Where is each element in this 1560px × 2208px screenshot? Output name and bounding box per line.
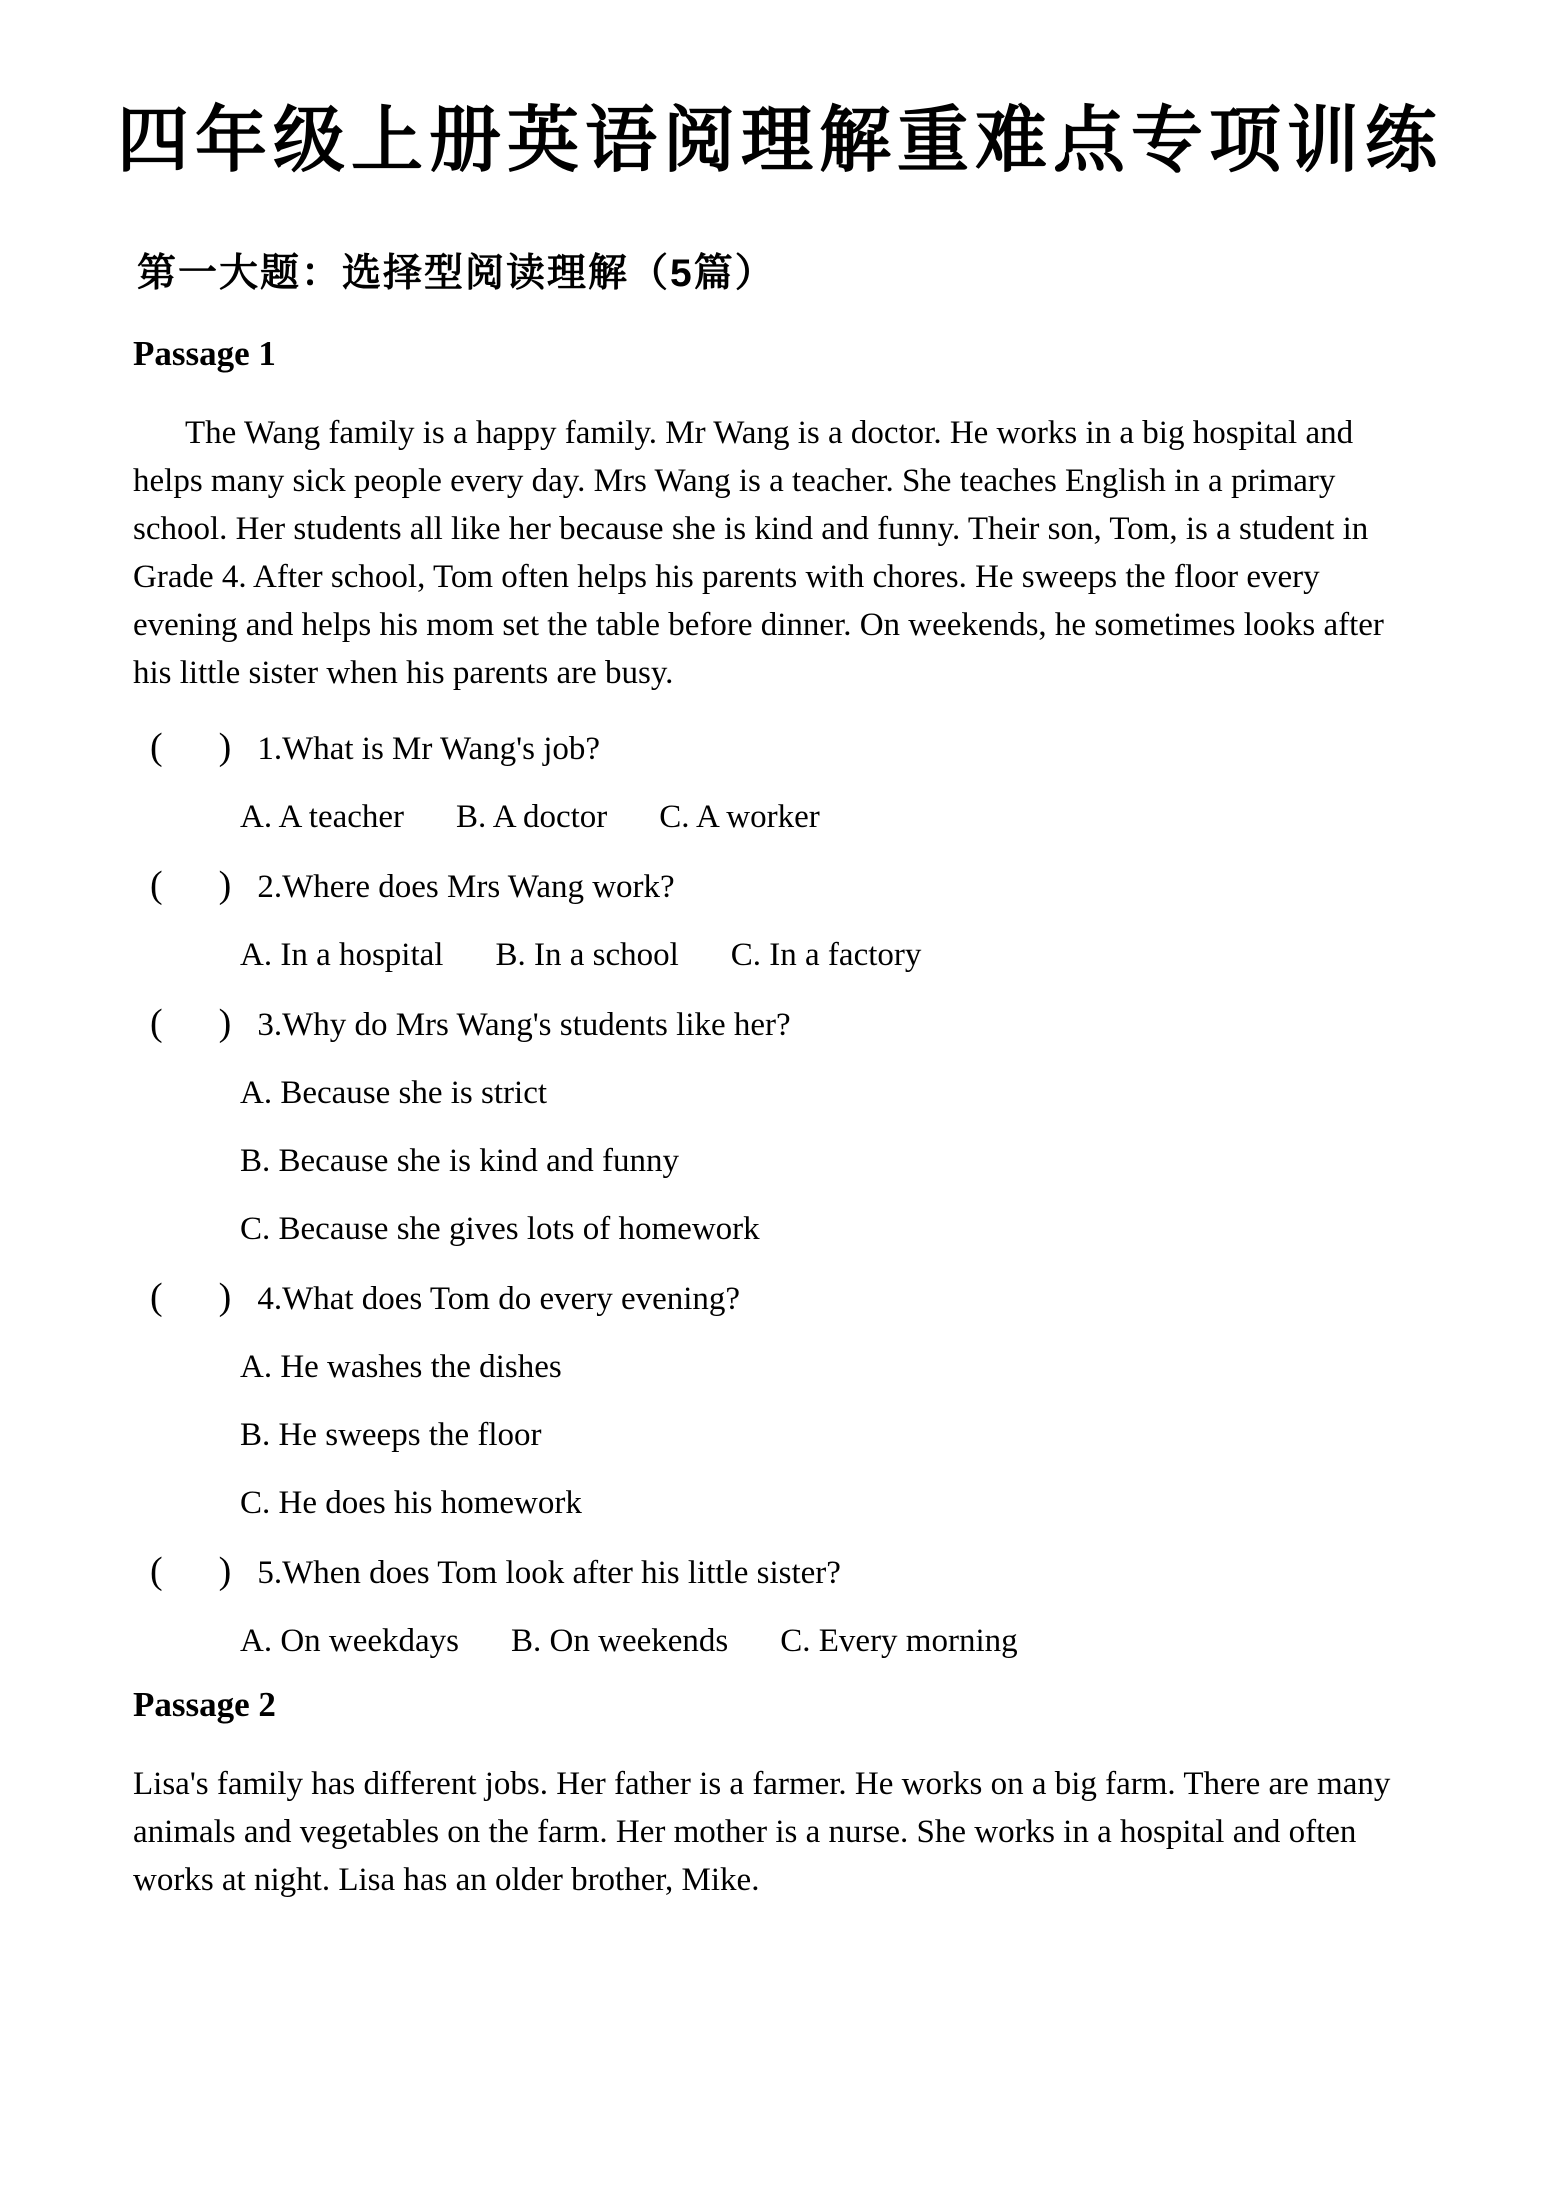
question-1-text: 1.What is Mr Wang's job? bbox=[257, 731, 601, 767]
passage-2-text: Lisa's family has different jobs. Her father is a farmer. He works on a big farm. There are many animals and vegetables on the farm. Her mother is a nurse. She works in a hospital and often works at night. Lisa has an older brother, Mike. bbox=[133, 1766, 1391, 1898]
question-5 bbox=[133, 1537, 1420, 1607]
answer-blank-open-paren: ( bbox=[150, 726, 163, 768]
answer-blank-close-paren: ) bbox=[218, 1002, 232, 1044]
answer-blank-open-paren: ( bbox=[150, 1002, 163, 1044]
question-2-option-b: B. In a school bbox=[495, 937, 679, 973]
page-title: 四年级上册英语阅理解重难点专项训练 bbox=[116, 101, 1443, 181]
page-content bbox=[133, 242, 1420, 1904]
passage-1-heading: Passage 1 bbox=[133, 334, 276, 373]
question-1-option-c: C. A worker bbox=[659, 799, 820, 835]
passage-1-text: The Wang family is a happy family. Mr Wang is a doctor. He works in a big hospital and helps many sick people every day. Mrs Wang is a teacher. She teaches English in a primary school. Her students all like her because she is kind and funny. Their son, Tom, is a student in Grade 4. After school, Tom often helps his parents with chores. He sweeps the floor every evening and helps his mom set the table before dinner. On weekends, he sometimes looks after his little sister when his parents are busy. bbox=[133, 415, 1384, 691]
question-3-option-b: B. Because she is kind and funny bbox=[240, 1143, 680, 1179]
answer-blank-close-paren: ) bbox=[218, 864, 232, 906]
question-3-option-c: C. Because she gives lots of homework bbox=[240, 1211, 760, 1247]
answer-blank-open-paren: ( bbox=[150, 1276, 163, 1318]
answer-blank-close-paren: ) bbox=[218, 1550, 232, 1592]
question-4 bbox=[133, 1263, 1420, 1333]
question-5-text: 5.When does Tom look after his little sister? bbox=[257, 1555, 841, 1591]
question-1-options bbox=[133, 783, 1420, 851]
question-5-option-c: C. Every morning bbox=[780, 1623, 1018, 1659]
question-1-option-a: A. A teacher bbox=[240, 799, 405, 835]
answer-blank-open-paren: ( bbox=[150, 864, 163, 906]
question-2-options bbox=[133, 921, 1420, 989]
question-2-option-c: C. In a factory bbox=[730, 937, 922, 973]
question-1-option-b: B. A doctor bbox=[456, 799, 608, 835]
passage-1-questions bbox=[133, 713, 1420, 1675]
question-4-text: 4.What does Tom do every evening? bbox=[257, 1281, 741, 1317]
question-3-text: 3.Why do Mrs Wang's students like her? bbox=[257, 1007, 791, 1043]
answer-blank-close-paren: ) bbox=[218, 726, 232, 768]
section-heading: 第一大题：选择型阅读理解（5篇） bbox=[137, 252, 776, 295]
question-3 bbox=[133, 989, 1420, 1059]
question-5-options bbox=[133, 1607, 1420, 1675]
question-2-text: 2.Where does Mrs Wang work? bbox=[257, 869, 675, 905]
question-5-option-b: B. On weekends bbox=[511, 1623, 729, 1659]
question-2-option-a: A. In a hospital bbox=[240, 937, 444, 973]
passage-2-heading: Passage 2 bbox=[133, 1685, 276, 1724]
question-5-option-a: A. On weekdays bbox=[240, 1623, 460, 1659]
answer-blank-close-paren: ) bbox=[218, 1276, 232, 1318]
question-4-option-a: A. He washes the dishes bbox=[240, 1349, 562, 1385]
question-4-option-c: C. He does his homework bbox=[240, 1485, 582, 1521]
question-3-option-a: A. Because she is strict bbox=[240, 1075, 548, 1111]
answer-blank-open-paren: ( bbox=[150, 1550, 163, 1592]
question-1 bbox=[133, 713, 1420, 783]
question-2 bbox=[133, 851, 1420, 921]
question-4-option-b: B. He sweeps the floor bbox=[240, 1417, 542, 1453]
